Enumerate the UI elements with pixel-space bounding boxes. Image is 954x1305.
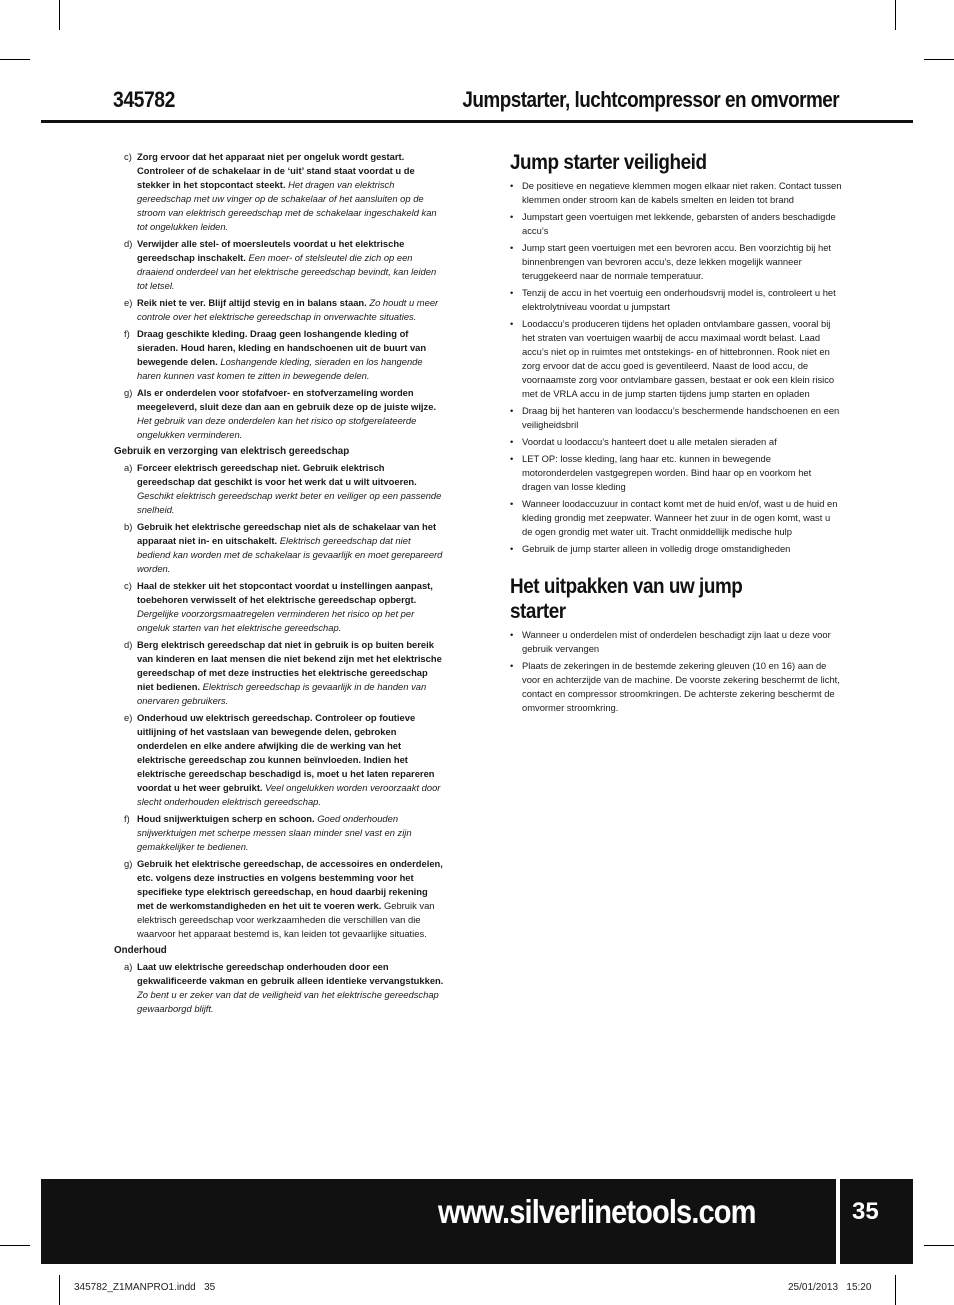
- bullet-text: Jump start geen voertuigen met een bevroren accu. Ben voorzichtig bij het binnenbrengen van bevroren accu’s, deze lekken mogelijk wanneer teruggekeerd naar de normale temperatuur.: [522, 242, 832, 281]
- bullet-item: [510, 435, 842, 449]
- item-label: e): [124, 712, 133, 723]
- item-label: a): [124, 462, 133, 473]
- item-label: f): [124, 813, 130, 824]
- bullet-icon: •: [510, 498, 514, 509]
- bullet-icon: •: [510, 543, 514, 554]
- list-item: [114, 461, 444, 517]
- bullet-item: [510, 317, 842, 401]
- item-explanation: Het dragen van elektrisch gereedschap met uw vinger op de schakelaar of het aansluiten op de stroom van elektrisch gereedschap met de schakelaar ingeschakeld kan tot ongelukken leiden.: [137, 179, 437, 232]
- list-item: [114, 638, 444, 708]
- item-instruction: Verwijder alle stel- of moersleutels voordat u het elektrische gereedschap inschakelt.: [137, 238, 405, 263]
- bullet-icon: •: [510, 318, 514, 329]
- use-care-list: [114, 461, 444, 941]
- item-label: c): [124, 580, 132, 591]
- right-column: [510, 150, 842, 718]
- bullet-item: [510, 659, 842, 715]
- crop-mark: [59, 1275, 60, 1305]
- item-label: a): [124, 961, 133, 972]
- header-rule: [41, 120, 913, 123]
- list-item: [114, 520, 444, 576]
- item-instruction: Gebruik het elektrische gereedschap, de accessoires en onderdelen, etc. volgens deze instructies en volgens bestemming voor het specifieke type elektrisch gereedschap, en houd daarbij rekening met de werkomstandigheden en het uit te voeren werk.: [137, 858, 443, 911]
- item-instruction: Reik niet te ver. Blijf altijd stevig en in balans staan.: [137, 297, 367, 308]
- item-explanation: Veel ongelukken worden veroorzaakt door slecht onderhouden elektrisch gereedschap.: [137, 782, 441, 807]
- list-item: [114, 386, 444, 442]
- item-instruction: Gebruik het elektrische gereedschap niet als de schakelaar van het apparaat niet in- en uitschakelt.: [137, 521, 437, 546]
- left-column: [114, 150, 444, 1019]
- item-instruction: Onderhoud uw elektrisch gereedschap. Controleer op foutieve uitlijning of het vastslaan van bewegende delen, gebroken onderdelen en elke andere afwijking die de werking van het elektrische gereedschap zou kunnen beïnvloeden. Indien het elektrische gereedschap beschadigd is, moet u het laten repareren voordat u het weer gebruikt.: [137, 712, 435, 793]
- item-label: b): [124, 521, 133, 532]
- item-explanation: Het gebruik van deze onderdelen kan het risico op stofgerelateerde ongelukken verminderen.: [137, 415, 417, 440]
- item-label: d): [124, 238, 133, 249]
- bullet-text: Wanneer loodaccuzuur in contact komt met de huid en/of, wast u de huid en kleding grondig met zeepwater. Wanneer het zuur in de ogen komt, wast u de ogen grondig met water uit. Tracht onmiddellijk medische hulp: [522, 498, 838, 537]
- maintenance-list: [114, 960, 444, 1016]
- page-header: [41, 83, 913, 123]
- bullet-icon: •: [510, 211, 514, 222]
- bullet-icon: •: [510, 242, 514, 253]
- item-label: c): [124, 151, 132, 162]
- crop-mark: [0, 59, 30, 60]
- item-instruction: Draag geschikte kleding. Draag geen loshangende kleding of sieraden. Houd haren, kleding en handschoenen uit de buurt van bewegende delen.: [137, 328, 427, 367]
- bullet-item: [510, 542, 842, 556]
- item-instruction: Als er onderdelen voor stofafvoer- en stofverzameling worden meegeleverd, sluit deze dan aan en gebruik deze op de juiste wijze.: [137, 387, 437, 412]
- list-item: [114, 579, 444, 635]
- list-item: [114, 812, 444, 854]
- item-explanation: Zo bent u er zeker van dat de veiligheid van het elektrische gereedschap gewaarborgd blijft.: [137, 989, 439, 1014]
- item-explanation: Een moer- of stelsleutel die zich op een draaiend onderdeel van het elektrische gereedschap bevindt, kan leiden tot letsel.: [137, 252, 437, 291]
- list-item: [114, 150, 444, 234]
- website-url: www.silverlinetools.com: [438, 1193, 756, 1230]
- item-explanation: Zo houdt u meer controle over het elektrische gereedschap in onverwachte situaties.: [137, 297, 439, 322]
- safety-bullet-list: [510, 179, 842, 556]
- item-label: d): [124, 639, 133, 650]
- item-instruction: Houd snijwerktuigen scherp en schoon.: [137, 813, 315, 824]
- bullet-item: [510, 286, 842, 314]
- item-instruction: Zorg ervoor dat het apparaat niet per ongeluk wordt gestart. Controleer of de schakelaar in de ‘uit’ stand staat voordat u de stekker in het stopcontact steekt.: [137, 151, 415, 190]
- product-number: 345782: [113, 87, 175, 112]
- item-label: f): [124, 328, 130, 339]
- subhead-maintenance: Onderhoud: [114, 945, 167, 956]
- bullet-item: [510, 404, 842, 432]
- crop-mark: [924, 1245, 954, 1246]
- crop-mark: [895, 0, 896, 30]
- file-info: 345782_Z1MANPRO1.indd 35: [74, 1282, 216, 1293]
- item-instruction: Berg elektrisch gereedschap dat niet in gebruik is op buiten bereik van kinderen en laat mensen die niet bekend zijn met het elektrische gereedschap of met deze instructies het elektrische gereedschap niet bedienen.: [137, 639, 442, 692]
- bullet-icon: •: [510, 629, 514, 640]
- item-instruction: Laat uw elektrische gereedschap onderhouden door een gekwalificeerde vakman en gebruik alleen identieke vervangstukken.: [137, 961, 444, 986]
- item-explanation: Elektrisch gereedschap dat niet bediend kan worden met de schakelaar is gevaarlijk en moet gerepareerd worden.: [137, 535, 443, 574]
- crop-mark: [895, 1275, 896, 1305]
- bullet-text: Voordat u loodaccu’s hanteert doet u alle metalen sieraden af: [522, 436, 777, 447]
- item-explanation: Goed onderhouden snijwerktuigen met scherpe messen slaan minder snel vast en zijn gemakkelijker te bedienen.: [137, 813, 412, 852]
- list-item: [114, 237, 444, 293]
- bullet-text: Plaats de zekeringen in de bestemde zekering gleuven (10 en 16) aan de voor en achterzijde van de machine. De voorste zekering beschermt de licht, contact en compressor stroomkringen. De achterste zekering beschermt de omvormer stroomkring.: [522, 660, 840, 713]
- page-number: 35: [852, 1198, 879, 1225]
- bullet-text: Gebruik de jump starter alleen in volledig droge omstandigheden: [522, 543, 791, 554]
- page-title: Jumpstarter, luchtcompressor en omvormer: [462, 87, 839, 112]
- item-label: g): [124, 387, 133, 398]
- bullet-icon: •: [510, 453, 514, 464]
- item-explanation: Elektrisch gereedschap is gevaarlijk in de handen van onervaren gebruikers.: [137, 681, 427, 706]
- list-item: [114, 857, 444, 941]
- intro-list: [114, 150, 444, 442]
- list-item: [114, 960, 444, 1016]
- list-item: [114, 327, 444, 383]
- bullet-text: De positieve en negatieve klemmen mogen elkaar niet raken. Contact tussen klemmen onder stroom kan de kabels smelten en leiden tot brand: [522, 180, 842, 205]
- bullet-text: Wanneer u onderdelen mist of onderdelen beschadigt zijn laat u deze voor gebruik vervangen: [522, 629, 831, 654]
- item-explanation: Loshangende kleding, sieraden en los hangende haren kunnen vast komen te zitten in bewegende delen.: [137, 356, 423, 381]
- bullet-text: LET OP: losse kleding, lang haar etc. kunnen in bewegende motoronderdelen vastgegrepen worden. Bind haar op en voorkom het dragen van losse kleding: [522, 453, 812, 492]
- subhead-use-care: Gebruik en verzorging van elektrisch gereedschap: [114, 446, 350, 457]
- bullet-text: Loodaccu’s produceren tijdens het opladen ontvlambare gassen, vooral bij het straten van voertuigen waarbij de accu maximaal wordt belast. Laad accu’s niet op in ruimtes met ontstekings- en of hittebronnen. Rook niet en zorg ervoor dat de accu goed is geventileerd. Naast de lood accu, de voornaamste zorg voor ontvlambare gassen, bestaat er ook een klein risico met de VRLA accu in de jump starten tijdens jump starten en opladen: [522, 318, 835, 399]
- crop-mark: [924, 59, 954, 60]
- bullet-text: Jumpstart geen voertuigen met lekkende, gebarsten of anders beschadigde accu’s: [522, 211, 836, 236]
- bullet-icon: •: [510, 436, 514, 447]
- bullet-item: [510, 452, 842, 494]
- bullet-icon: •: [510, 660, 514, 671]
- item-explanation: Geschikt elektrisch gereedschap werkt beter en veiliger op een passende snelheid.: [137, 490, 442, 515]
- item-instruction: Haal de stekker uit het stopcontact voordat u instellingen aanpast, toebehoren verwisselt of het elektrische gereedschap opbergt.: [137, 580, 433, 605]
- list-item: [114, 711, 444, 809]
- bullet-item: [510, 179, 842, 207]
- crop-mark: [59, 0, 60, 30]
- item-instruction: Forceer elektrisch gereedschap niet. Gebruik elektrisch gereedschap dat geschikt is voor het werk dat u wilt uitvoeren.: [137, 462, 417, 487]
- bullet-item: [510, 497, 842, 539]
- bullet-item: [510, 241, 842, 283]
- bullet-icon: •: [510, 287, 514, 298]
- bullet-item: [510, 628, 842, 656]
- item-label: e): [124, 297, 133, 308]
- section-title-safety: Jump starter veiligheid: [510, 151, 707, 174]
- section-title-unpacking: Het uitpakken van uw jump starter: [510, 575, 743, 623]
- bullet-item: [510, 210, 842, 238]
- item-explanation: Gebruik van elektrisch gereedschap voor werkzaamheden die verschillen van die waarvoor het apparaat bestemd is, kan leiden tot gevaarlijke situaties.: [137, 900, 435, 939]
- unpacking-bullet-list: [510, 628, 842, 715]
- list-item: [114, 296, 444, 324]
- print-date: 25/01/2013 15:20: [788, 1282, 872, 1293]
- bullet-text: Tenzij de accu in het voertuig een onderhoudsvrij model is, controleert u het elektrolytniveau voordat u jumpstart: [522, 287, 836, 312]
- bullet-icon: •: [510, 180, 514, 191]
- item-label: g): [124, 858, 133, 869]
- page-number-separator: [836, 1179, 840, 1264]
- crop-mark: [0, 1245, 30, 1246]
- bullet-icon: •: [510, 405, 514, 416]
- bullet-text: Draag bij het hanteren van loodaccu’s beschermende handschoenen en een veiligheidsbril: [522, 405, 840, 430]
- item-explanation: Dergelijke voorzorgsmaatregelen verminderen het risico op het per ongeluk starten van het elektrische gereedschap.: [137, 608, 415, 633]
